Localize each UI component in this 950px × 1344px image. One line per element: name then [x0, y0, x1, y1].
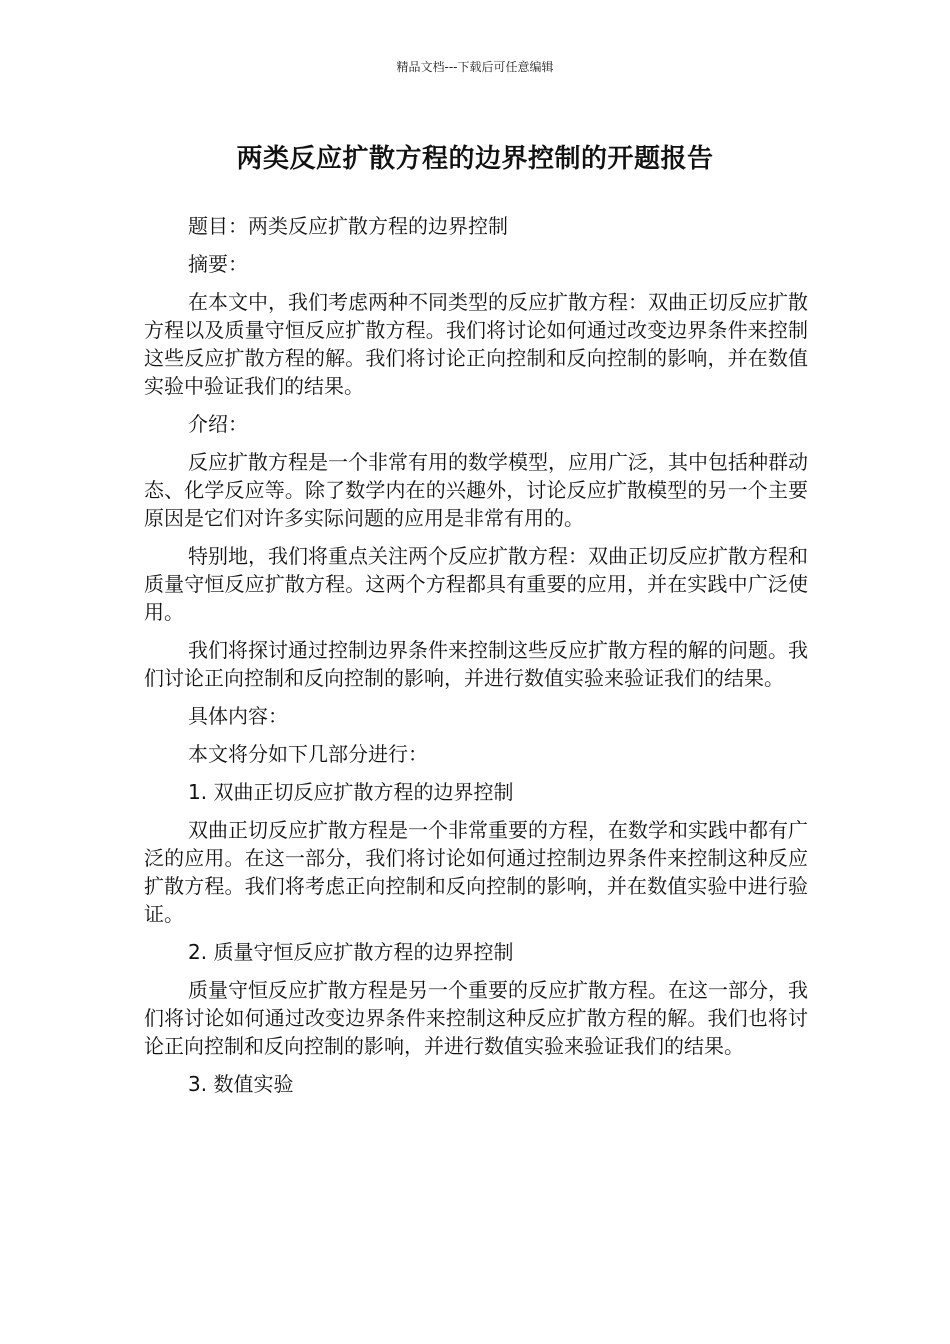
abstract-paragraph: 在本文中，我们考虑两种不同类型的反应扩散方程：双曲正切反应扩散方程以及质量守恒反应扩散方程。我们将讨论如何通过改变边界条件来控制这些反应扩散方程的解。我们将讨论正向控制和反向控制的影响，并在数值实验中验证我们的结果。	[144, 290, 808, 398]
section-2-paragraph: 质量守恒反应扩散方程是另一个重要的反应扩散方程。在这一部分，我们将讨论如何通过改变边界条件来控制这种反应扩散方程的解。我们也将讨论正向控制和反向控制的影响，并进行数值实验来验证我们的结果。	[144, 978, 808, 1058]
section-3-heading: 3. 数值实验	[188, 1072, 294, 1096]
page-header-note: 精品文档---下载后可任意编辑	[396, 60, 554, 74]
document-body	[144, 212, 808, 1108]
section-1-paragraph: 双曲正切反应扩散方程是一个非常重要的方程，在数学和实践中都有广泛的应用。在这一部分，我们将讨论如何通过控制边界条件来控制这种反应扩散方程。我们将考虑正向控制和反向控制的影响，并在数值实验中进行验证。	[144, 818, 808, 926]
intro-paragraph-2: 特别地，我们将重点关注两个反应扩散方程：双曲正切反应扩散方程和质量守恒反应扩散方程。这两个方程都具有重要的应用，并在实践中广泛使用。	[144, 544, 808, 624]
document-title: 两类反应扩散方程的边界控制的开题报告	[236, 144, 714, 174]
intro-paragraph-3: 我们将探讨通过控制边界条件来控制这些反应扩散方程的解的问题。我们讨论正向控制和反向控制的影响，并进行数值实验来验证我们的结果。	[144, 638, 808, 690]
section-2-heading: 2. 质量守恒反应扩散方程的边界控制	[188, 940, 514, 964]
intro-paragraph-1: 反应扩散方程是一个非常有用的数学模型，应用广泛，其中包括种群动态、化学反应等。除了数学内在的兴趣外，讨论反应扩散模型的另一个主要原因是它们对许多实际问题的应用是非常有用的。	[144, 450, 808, 530]
intro-label: 介绍：	[188, 412, 248, 436]
section-1-heading: 1. 双曲正切反应扩散方程的边界控制	[188, 780, 514, 804]
topic-line: 题目：两类反应扩散方程的边界控制	[188, 214, 508, 238]
content-label: 具体内容：	[188, 704, 288, 728]
abstract-label: 摘要：	[188, 252, 248, 276]
content-intro: 本文将分如下几部分进行：	[188, 742, 428, 766]
